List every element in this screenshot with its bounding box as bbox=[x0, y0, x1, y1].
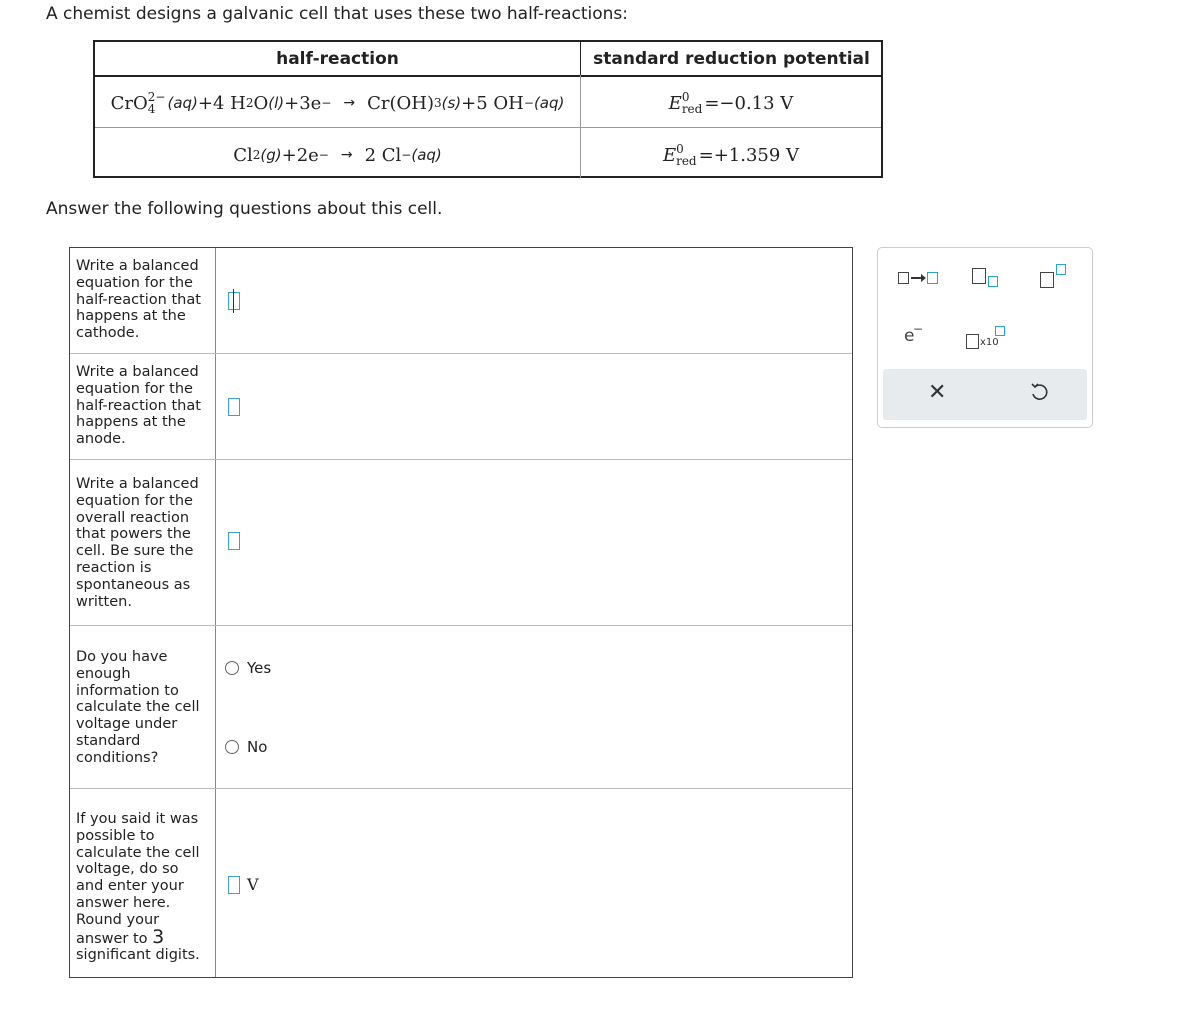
potential-2: E 0 red =+1.359 V bbox=[662, 142, 800, 168]
cathode-answer-input[interactable] bbox=[228, 292, 240, 310]
half-reaction-table bbox=[93, 40, 883, 178]
questions-table bbox=[69, 247, 853, 978]
reaction-arrow-icon[interactable] bbox=[898, 270, 942, 286]
reaction-arrow-icon: → bbox=[340, 147, 353, 163]
instructions-text: Answer the following questions about this cell. bbox=[46, 199, 443, 219]
yes-radio[interactable] bbox=[225, 661, 239, 675]
question-row-overall bbox=[70, 460, 852, 626]
subscript-icon[interactable] bbox=[972, 268, 1002, 290]
voltage-unit: V bbox=[247, 875, 259, 894]
chemistry-input-toolbar bbox=[877, 247, 1093, 428]
scientific-notation-icon[interactable]: x10 bbox=[966, 326, 1010, 350]
half-reaction-2: Cl 2 (g) +2e − → 2 Cl − (aq) bbox=[233, 144, 442, 166]
anode-answer-input[interactable] bbox=[228, 398, 240, 416]
question-row-enough-info bbox=[70, 626, 852, 789]
question-row-cathode bbox=[70, 248, 852, 354]
question-row-voltage bbox=[70, 789, 852, 977]
header-standard-reduction-potential: standard reduction potential bbox=[580, 42, 882, 75]
question-row-anode bbox=[70, 354, 852, 460]
yes-option[interactable]: Yes bbox=[225, 659, 271, 677]
half-reaction-1: CrO 2− 4 (aq) +4 H 2 O (l) +3e − → Cr(OH) 3 (s) +5 OH − (aq) bbox=[110, 90, 565, 116]
toolbar-actions bbox=[883, 369, 1087, 420]
no-option[interactable]: No bbox=[225, 738, 267, 756]
question-label: Write a balanced equation for the half-reaction that happens at the cathode. bbox=[70, 248, 216, 353]
question-label: If you said it was possible to calculate the cell voltage, do so and enter your answer here. Round your answer to 3 significant digits. bbox=[70, 789, 216, 977]
undo-icon[interactable] bbox=[1030, 382, 1048, 406]
header-half-reaction: half-reaction bbox=[276, 48, 399, 69]
clear-icon[interactable]: ✕ bbox=[928, 380, 947, 405]
question-label: Write a balanced equation for the overall reaction that powers the cell. Be sure the reaction is spontaneous as written. bbox=[70, 460, 216, 625]
question-label: Do you have enough information to calculate the cell voltage under standard conditions? bbox=[70, 626, 216, 788]
overall-answer-input[interactable] bbox=[228, 532, 240, 550]
question-label: Write a balanced equation for the half-reaction that happens at the anode. bbox=[70, 354, 216, 459]
no-radio[interactable] bbox=[225, 740, 239, 754]
electron-icon[interactable]: e − bbox=[904, 322, 924, 346]
voltage-answer-input[interactable] bbox=[228, 876, 240, 894]
superscript-icon[interactable] bbox=[1040, 264, 1074, 290]
intro-text: A chemist designs a galvanic cell that uses these two half-reactions: bbox=[46, 4, 628, 24]
reaction-arrow-icon: → bbox=[343, 95, 356, 111]
potential-1: E 0 red =−0.13 V bbox=[668, 90, 794, 116]
